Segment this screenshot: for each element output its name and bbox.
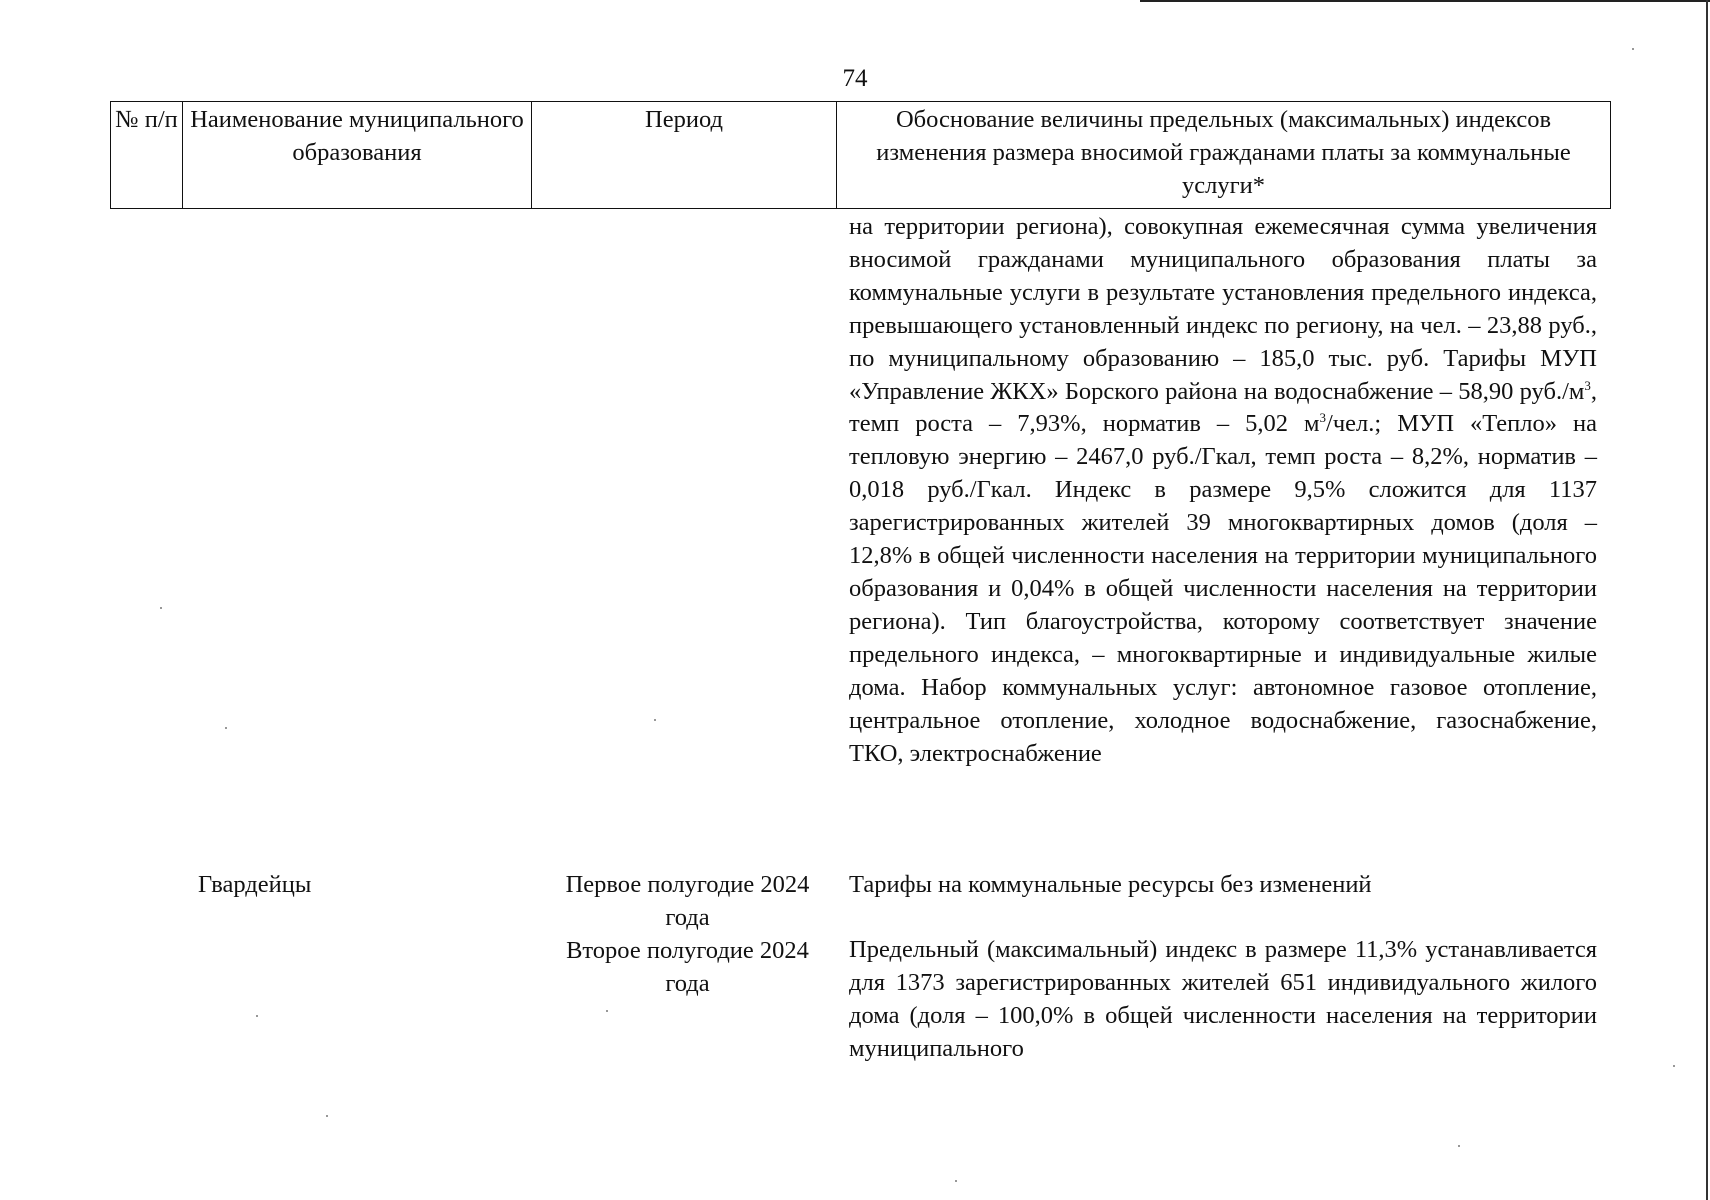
justification-continuation-text xyxy=(849,211,1597,770)
scan-speck xyxy=(225,727,227,729)
scan-border-top xyxy=(1140,0,1710,2)
justification-second-half xyxy=(849,934,1597,1066)
header-cell-name: Наименование муниципального образования xyxy=(183,102,532,209)
scan-speck xyxy=(654,719,656,721)
municipality-name: Гвардейцы xyxy=(198,871,312,898)
scan-speck xyxy=(1458,1145,1460,1147)
justification-second-half-text: Предельный (максимальный) индекс в размере 11,3% устанавливается для 1373 зарегистрированных жителей 651 индивидуального жилого дома (доля – 100,0% в общей численности населения на территории муниципального xyxy=(849,936,1597,1062)
header-cell-period: Период xyxy=(532,102,837,209)
scan-speck xyxy=(1673,1065,1675,1067)
justification-continuation xyxy=(849,211,1597,770)
scan-speck xyxy=(955,1180,957,1182)
header-cell-justification: Обоснование величины предельных (максимальных) индексов изменения размера вносимой гражданами платы за коммунальные услуги* xyxy=(837,102,1611,209)
page-number: 74 xyxy=(842,65,868,92)
period-first-half: Первое полугодие 2024 года xyxy=(565,871,810,931)
header-cell-number: № п/п xyxy=(111,102,183,209)
justification-first-half: Тарифы на коммунальные ресурсы без изменений xyxy=(849,871,1372,898)
period-second-half: Второе полугодие 2024 года xyxy=(566,937,809,997)
continuation-part-3: /чел.; МУП «Тепло» на тепловую энергию – 2467,0 руб./Гкал, темп роста – 8,2%, норматив – 0,018 руб./Гкал. Индекс в размере 9,5% сложится для 1137 зарегистрированных жителей 39 многоквартирных домов (доля – 12,8% в общей численности населения на территории муниципального образования и 0,04% в общей численности населения на территории региона). Тип благоустройства, которому соответствует значение предельного индекса, – многоквартирные и индивидуальные жилые дома. Набор коммунальных услуг: автономное газовое отопление, центральное отопление, холодное водоснабжение, газоснабжение, ТКО, электроснабжение xyxy=(849,410,1597,767)
table-header xyxy=(110,101,1611,209)
superscript-cubic-1: 3 xyxy=(1584,377,1591,393)
superscript-cubic-2: 3 xyxy=(1319,410,1327,426)
scan-speck xyxy=(606,1010,608,1012)
scan-speck xyxy=(1632,48,1634,50)
continuation-part-2: , темп роста – 7,93%, норматив – 5,02 м xyxy=(849,377,1597,438)
table-header-row xyxy=(111,102,1611,209)
scan-speck xyxy=(256,1015,258,1017)
scan-border-right xyxy=(1706,0,1708,1200)
scan-speck xyxy=(160,607,162,609)
scan-speck xyxy=(326,1115,328,1117)
continuation-part-1: на территории региона), совокупная ежемесячная сумма увеличения вносимой гражданами муниципального образования платы за коммунальные услуги в результате установления предельного индекса, превышающего установленный индекс по региону, на чел. – 23,88 руб., по муниципальному образованию – 185,0 тыс. руб. Тарифы МУП «Управление ЖКХ» Борского района на водоснабжение – 58,90 руб./м xyxy=(849,213,1597,405)
